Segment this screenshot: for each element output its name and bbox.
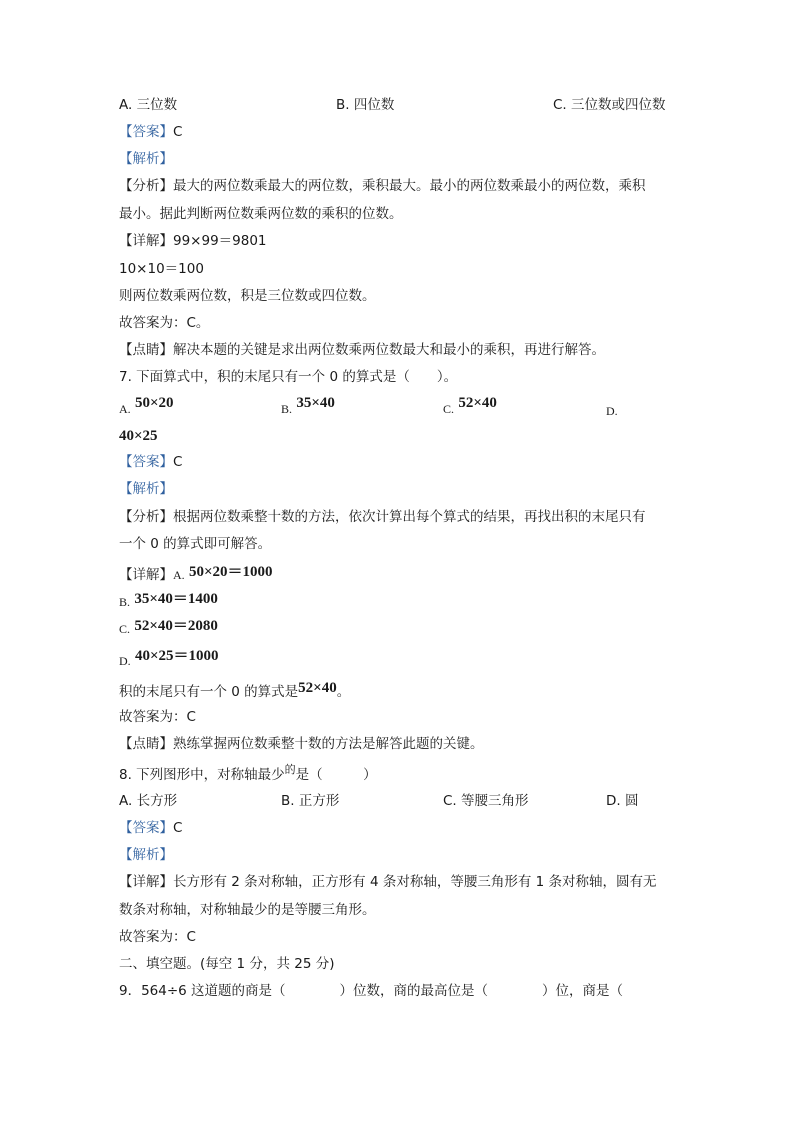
answer-value: C	[173, 454, 183, 470]
fenxi-tag: 【分析】	[119, 178, 173, 194]
q8-option-d: D. 圆	[606, 793, 639, 809]
xiangjie-tag: 【详解】	[119, 874, 173, 890]
q6-dianjing: 【点睛】解决本题的关键是求出两位数乘两位数最大和最小的乘积，再进行解答。	[119, 342, 605, 358]
answer-tag: 【答案】	[119, 454, 173, 470]
answer-value: C	[173, 124, 183, 140]
q7-xiangjie-c: C. 52×40＝2080	[119, 618, 218, 636]
fenxi-tag: 【分析】	[119, 509, 173, 525]
q7-result: 积的末尾只有一个 0 的算式是52×40。	[119, 680, 351, 700]
q8-question: 8. 下列图形中，对称轴最少$^的$是（ ）	[119, 763, 377, 783]
q6-xiangjie-line2: 10×10＝100	[119, 261, 204, 277]
q8-answer-line	[119, 818, 182, 838]
q7-fenxi-line1: 【分析】根据两位数乘整十数的方法，依次计算出每个算式的结果，再找出积的末尾只有	[119, 509, 646, 525]
q8-option-c: C. 等腰三角形	[443, 793, 529, 809]
q7-option-a: A. 50×20	[119, 395, 174, 416]
q7-xiangjie-b: B. 35×40＝1400	[119, 591, 218, 609]
q6-fenxi-line2: 最小。据此判断两位数乘两位数的乘积的位数。	[119, 206, 403, 222]
q7-fenxi-line2: 一个 0 的算式即可解答。	[119, 536, 272, 552]
q7-option-d-letter: D.	[606, 404, 618, 418]
section-title: 二、填空题。(每空 1 分，共 25 分)	[119, 956, 335, 972]
dianjing-tag: 【点睛】	[119, 342, 173, 358]
q7-xiangjie-a: 【详解】A. 50×20＝1000	[119, 564, 273, 583]
q6-analysis-tag: 【解析】	[119, 151, 173, 167]
q6-fenxi-line1: 【分析】最大的两位数乘最大的两位数，乘积最大。最小的两位数乘最小的两位数，乘积	[119, 178, 646, 194]
answer-value: C	[173, 820, 183, 836]
q6-option-c: C. 三位数或四位数	[553, 97, 666, 113]
q6-option-b: B. 四位数	[336, 97, 395, 113]
q6-option-a: A. 三位数	[119, 97, 178, 113]
q7-option-d-expr: 40×25	[119, 428, 158, 444]
q8-option-a: A. 长方形	[119, 793, 178, 809]
answer-tag: 【答案】	[119, 820, 173, 836]
xiangjie-tag: 【详解】	[119, 567, 173, 583]
q8-option-b: B. 正方形	[281, 793, 340, 809]
q7-option-b: B. 35×40	[281, 395, 335, 416]
q8-conclusion: 故答案为：C	[119, 929, 196, 945]
q6-xiangjie-line3: 则两位数乘两位数，积是三位数或四位数。	[119, 288, 376, 304]
answer-tag: 【答案】	[119, 124, 173, 140]
q8-analysis-tag: 【解析】	[119, 847, 173, 863]
xiangjie-tag: 【详解】	[119, 233, 173, 249]
q7-conclusion: 故答案为：C	[119, 709, 196, 725]
q7-option-c: C. 52×40	[443, 395, 497, 416]
q7-dianjing: 【点睛】熟练掌握两位数乘整十数的方法是解答此题的关键。	[119, 736, 484, 752]
q7-answer-line	[119, 452, 182, 472]
q7-question: 7. 下面算式中，积的末尾只有一个 0 的算式是（ ）。	[119, 369, 458, 385]
q7-analysis-tag: 【解析】	[119, 481, 173, 497]
q8-xiangjie-line2: 数条对称轴，对称轴最少的是等腰三角形。	[119, 902, 376, 918]
dianjing-tag: 【点睛】	[119, 736, 173, 752]
q6-xiangjie-line1: 【详解】99×99＝9801	[119, 233, 267, 249]
q6-answer-line	[119, 122, 182, 142]
q9-question: 9．564÷6 这道题的商是（ ）位数，商的最高位是（ ）位，商是（	[119, 983, 624, 999]
q6-conclusion: 故答案为：C。	[119, 315, 210, 331]
q8-xiangjie-line1: 【详解】长方形有 2 条对称轴，正方形有 4 条对称轴，等腰三角形有 1 条对称轴，圆有无	[119, 874, 657, 890]
q7-xiangjie-d: D. 40×25＝1000	[119, 648, 219, 668]
